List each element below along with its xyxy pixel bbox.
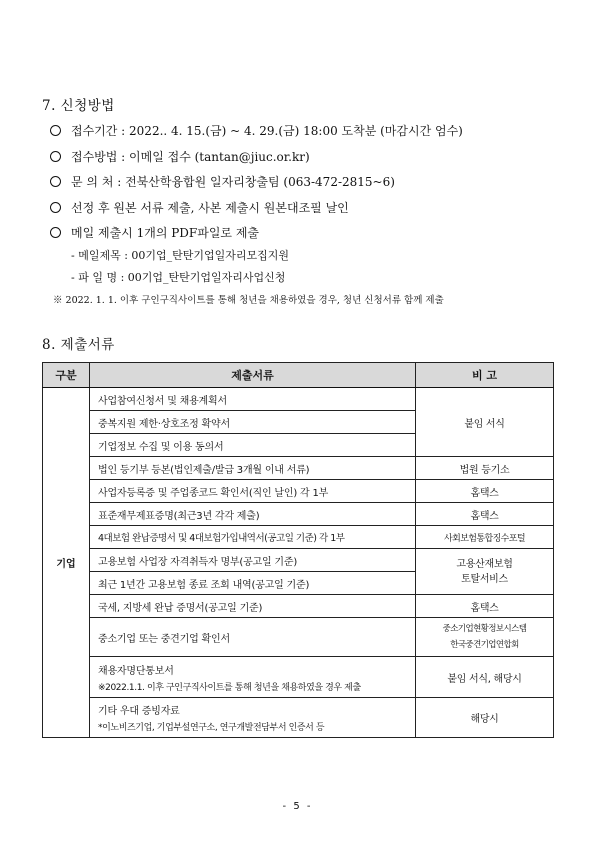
table-row [43,595,554,618]
table-row [43,457,554,480]
table-row [43,388,554,411]
document-line: 채용자명단통보서 [98,665,174,677]
table-row [43,526,554,549]
table-row [43,698,554,738]
remark-cell: 홈택스 [416,480,554,503]
pdf-submit-text: 메일 제출시 1개의 PDF파일로 제출 [71,226,260,240]
document-cell [90,698,416,738]
remark-cell: 사회보험통합징수포털 [416,526,554,549]
document-cell: 국세, 지방세 완납 증명서(공고일 기준) [90,595,416,618]
circle-bullet-icon [50,227,61,238]
table-header-row [43,363,554,388]
circle-bullet-icon [50,202,61,213]
document-cell: 4대보험 완납증명서 및 4대보험가입내역서(공고일 기준) 각 1부 [90,526,416,549]
apply-method-item [50,148,310,165]
document-cell: 중소기업 또는 중견기업 확인서 [90,618,416,657]
document-note-line: *이노비즈기업, 기업부설연구소, 연구개발전담부서 인증서 등 [98,723,325,733]
header-category: 구분 [43,363,90,388]
circle-bullet-icon [50,125,61,136]
pdf-submit-item [50,224,259,241]
contact-text: 문 의 처 : 전북산학융합원 일자리창출팀 (063-472-2815~6) [71,175,395,189]
header-remarks: 비 고 [416,363,554,388]
table-row [43,549,554,572]
document-note-line: ※2022.1.1. 이후 구인구직사이트를 통해 청년을 채용하였을 경우 제출 [98,682,361,693]
apply-method-text: 접수방법 : 이메일 접수 (tantan@jiuc.or.kr) [71,150,310,164]
category-cell: 기업 [43,388,90,738]
contact-item [50,173,395,190]
circle-bullet-icon [50,151,61,162]
document-cell: 기업정보 수집 및 이용 동의서 [90,434,416,457]
file-name-subitem: - 파 일 명 : 00기업_탄탄기업일자리사업신청 [71,271,286,284]
remark-cell: 붙임 서식 [416,388,554,457]
remark-cell [416,549,554,595]
original-submit-text: 선정 후 원본 서류 제출, 사본 제출시 원본대조필 날인 [71,201,349,215]
remark-line: 토탈서비스 [461,573,508,585]
document-cell: 중복지원 제한·상호조정 확약서 [90,411,416,434]
remark-cell: 홈택스 [416,503,554,526]
remark-line: 중소기업현황정보시스템 [442,624,527,634]
remark-cell: 홈택스 [416,595,554,618]
apply-period-item [50,122,463,139]
section8-title: 8. 제출서류 [42,337,115,353]
apply-period-text: 접수기간 : 2022.. 4. 15.(금) ~ 4. 29.(금) 18:00 도착분 (마감시간 엄수) [71,124,463,138]
document-cell: 표준재무제표증명(최근3년 각각 제출) [90,503,416,526]
document-cell: 고용보험 사업장 자격취득자 명부(공고일 기준) [90,549,416,572]
mail-subject-subitem: - 메일제목 : 00기업_탄탄기업일자리모집지원 [71,249,290,262]
document-cell: 법인 등기부 등본(법인제출/발급 3개월 이내 서류) [90,457,416,480]
remark-cell [416,618,554,657]
remark-cell: 해당시 [416,698,554,738]
document-cell [90,657,416,698]
document-cell: 사업참여신청서 및 채용계획서 [90,388,416,411]
document-cell: 최근 1년간 고용보험 종료 조회 내역(공고일 기준) [90,572,416,595]
remark-cell: 법원 등기소 [416,457,554,480]
table-row [43,503,554,526]
circle-bullet-icon [50,176,61,187]
table-row [43,657,554,698]
page-number: - 5 - [282,801,313,812]
original-submit-item [50,199,349,216]
remark-line: 고용산재보험 [456,558,513,570]
document-line: 기타 우대 증빙자료 [98,706,180,717]
section7-title: 7. 신청방법 [42,98,115,114]
youth-note: ※ 2022. 1. 1. 이후 구인구직사이트를 통해 청년을 채용하였을 경우, 청년 신청서류 함께 제출 [53,295,444,306]
remark-line: 한국중견기업연합회 [450,640,519,650]
required-documents-table [42,362,554,738]
table-row [43,618,554,657]
document-cell: 사업자등록증 및 주업종코드 확인서(직인 날인) 각 1부 [90,480,416,503]
remark-cell: 붙임 서식, 해당시 [416,657,554,698]
header-documents: 제출서류 [90,363,416,388]
table-row [43,480,554,503]
